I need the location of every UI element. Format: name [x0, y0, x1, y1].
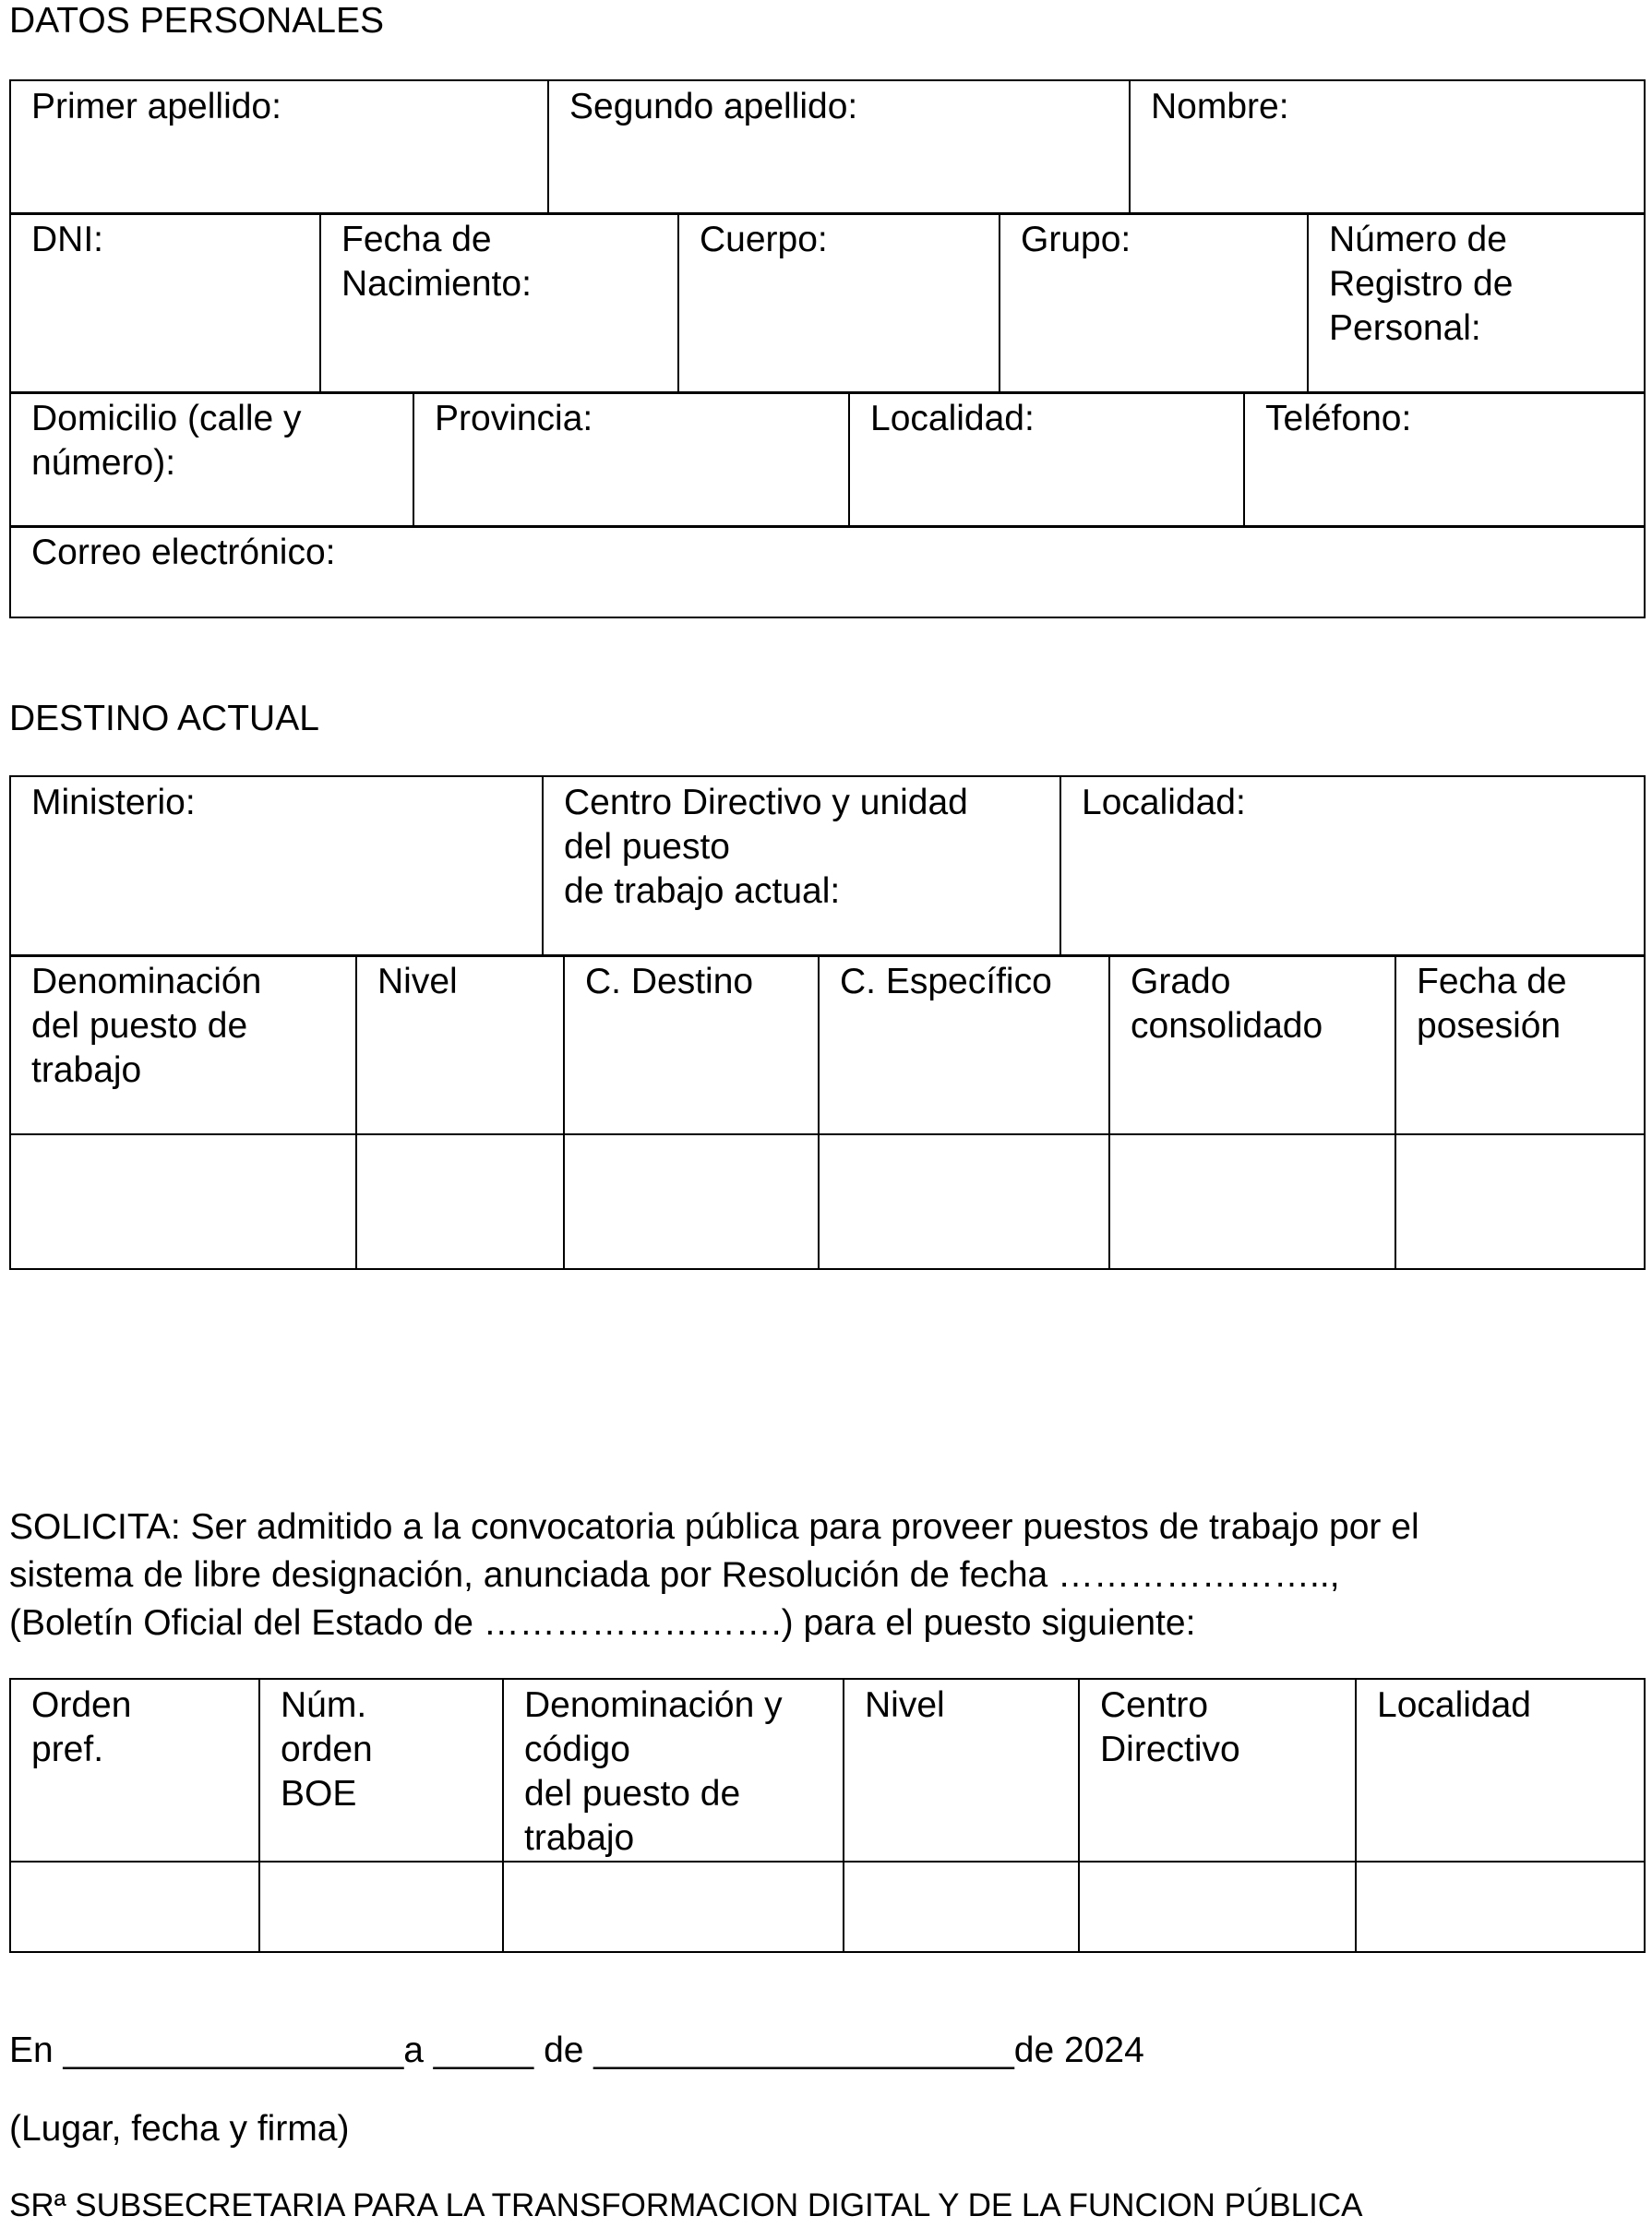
puesto-localidad-input[interactable]: [1356, 1862, 1645, 1952]
personnel-registry-label: Número de Registro de Personal:: [1329, 220, 1514, 348]
phone-field[interactable]: [1244, 392, 1645, 527]
addressee: SRª SUBSECRETARIA PARA LA TRANSFORMACION DIGITAL Y DE LA FUNCION PÚBLICA: [9, 2187, 1363, 2223]
directive-center-field[interactable]: [543, 776, 1060, 956]
grado-header: [1109, 955, 1395, 1134]
centro-directivo-label: Centro Directivo: [1100, 1685, 1240, 1769]
first-surname-field[interactable]: [10, 80, 548, 214]
puesto-table: [9, 1678, 1646, 1953]
orden-pref-header: [10, 1679, 259, 1862]
birth-date-field[interactable]: [320, 213, 678, 393]
puesto-nivel-input[interactable]: [844, 1862, 1079, 1952]
group-label: Grupo:: [1021, 220, 1131, 259]
phone-label: Teléfono:: [1265, 399, 1412, 438]
puesto-nivel-label: Nivel: [865, 1685, 945, 1725]
locality-label: Localidad:: [870, 399, 1035, 438]
locality-field[interactable]: [849, 392, 1244, 527]
email-field[interactable]: [10, 526, 1645, 617]
personal-data-table-row1: [9, 79, 1646, 215]
dni-label: DNI:: [31, 220, 103, 259]
job-title-label: Denominación del puesto de trabajo: [31, 962, 262, 1090]
address-field[interactable]: [10, 392, 413, 527]
c-especifico-input[interactable]: [819, 1134, 1109, 1269]
puesto-nivel-header: [844, 1679, 1079, 1862]
address-label: Domicilio (calle y número):: [31, 399, 302, 483]
personal-data-table-row2: [9, 212, 1646, 394]
fecha-posesion-input[interactable]: [1395, 1134, 1645, 1269]
destino-table-row2: [9, 954, 1646, 1270]
orden-pref-input[interactable]: [10, 1862, 259, 1952]
fecha-posesion-header: [1395, 955, 1645, 1134]
solicita-paragraph: SOLICITA: Ser admitido a la convocatoria pública para proveer puestos de trabajo por el sistema de libre designación, anunciada por Resolución de fecha ………………….., (Boletín Oficial del Estado de …………………….) para el puesto siguiente:: [9, 1507, 1419, 1643]
puesto-localidad-header: [1356, 1679, 1645, 1862]
c-destino-label: C. Destino: [585, 962, 754, 1001]
dni-field[interactable]: [10, 213, 320, 393]
destino-locality-label: Localidad:: [1082, 783, 1246, 822]
email-label: Correo electrónico:: [31, 533, 336, 572]
corps-label: Cuerpo:: [700, 220, 828, 259]
first-surname-label: Primer apellido:: [31, 87, 281, 126]
birth-date-label: Fecha de Nacimiento:: [341, 220, 532, 304]
level-input[interactable]: [356, 1134, 564, 1269]
centro-directivo-input[interactable]: [1079, 1862, 1356, 1952]
signature-line: En _________________a _____ de _____________________de 2024: [9, 2030, 1144, 2070]
orden-pref-label: Orden pref.: [31, 1685, 132, 1769]
province-field[interactable]: [413, 392, 849, 527]
destino-heading: DESTINO ACTUAL: [9, 699, 319, 738]
province-label: Provincia:: [435, 399, 593, 438]
num-orden-boe-label: Núm. orden BOE: [281, 1685, 373, 1814]
personal-heading: DATOS PERSONALES: [9, 1, 385, 41]
second-surname-label: Segundo apellido:: [569, 87, 858, 126]
c-especifico-header: [819, 955, 1109, 1134]
destino-table-row1: [9, 775, 1646, 957]
corps-field[interactable]: [678, 213, 1000, 393]
denominacion-codigo-header: [503, 1679, 844, 1862]
c-destino-header: [564, 955, 819, 1134]
ministry-label: Ministerio:: [31, 783, 196, 822]
group-field[interactable]: [1000, 213, 1308, 393]
denominacion-codigo-label: Denominación y código del puesto de trabajo: [524, 1685, 783, 1858]
ministry-field[interactable]: [10, 776, 543, 956]
name-label: Nombre:: [1151, 87, 1289, 126]
personal-data-table-row3: [9, 391, 1646, 528]
name-field[interactable]: [1130, 80, 1645, 214]
c-especifico-label: C. Específico: [840, 962, 1052, 1001]
personal-data-table-row4: [9, 525, 1646, 618]
level-label: Nivel: [377, 962, 458, 1001]
job-title-header: [10, 955, 356, 1134]
personnel-registry-field[interactable]: [1308, 213, 1645, 393]
job-title-input[interactable]: [10, 1134, 356, 1269]
grado-input[interactable]: [1109, 1134, 1395, 1269]
centro-directivo-header: [1079, 1679, 1356, 1862]
denominacion-codigo-input[interactable]: [503, 1862, 844, 1952]
grado-label: Grado consolidado: [1131, 962, 1323, 1046]
puesto-localidad-label: Localidad: [1377, 1685, 1531, 1725]
directive-center-label: Centro Directivo y unidad del puesto de trabajo actual:: [564, 783, 968, 911]
num-orden-boe-header: [259, 1679, 503, 1862]
fecha-posesion-label: Fecha de posesión: [1417, 962, 1567, 1046]
signature-caption: (Lugar, fecha y firma): [9, 2109, 350, 2149]
c-destino-input[interactable]: [564, 1134, 819, 1269]
second-surname-field[interactable]: [548, 80, 1130, 214]
num-orden-boe-input[interactable]: [259, 1862, 503, 1952]
destino-locality-field[interactable]: [1060, 776, 1645, 956]
level-header: [356, 955, 564, 1134]
